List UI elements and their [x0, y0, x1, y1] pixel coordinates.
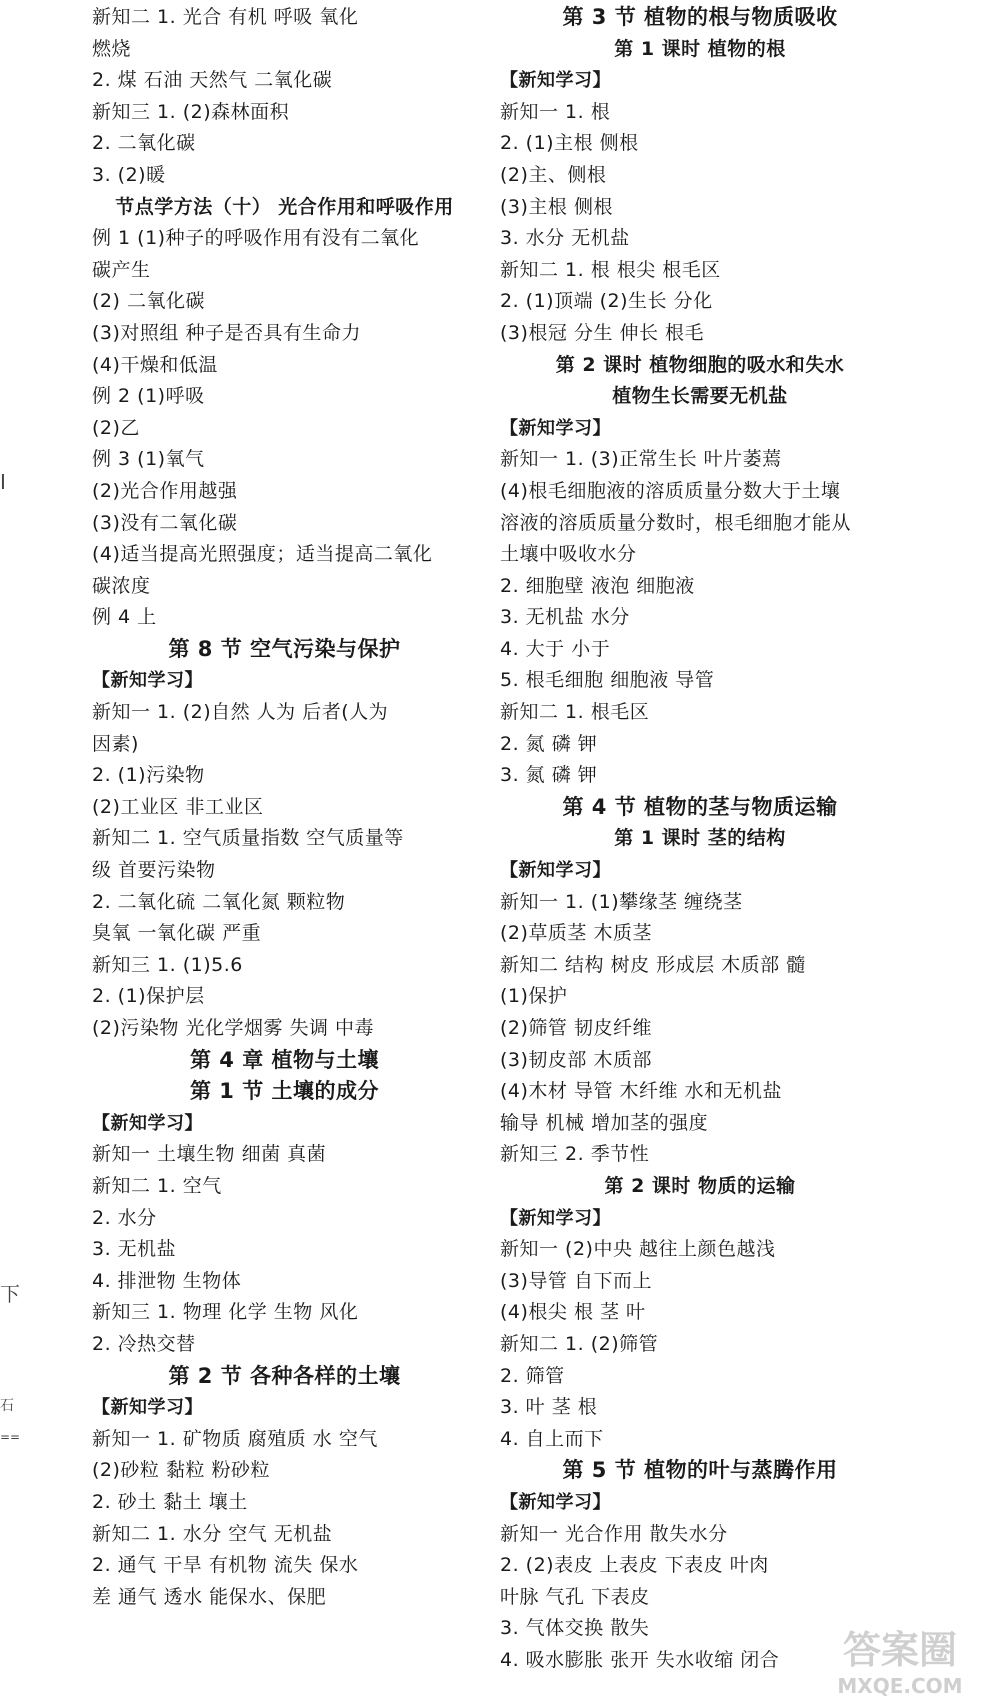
answer-line: 2. (1)主根 侧根	[500, 132, 639, 155]
section-heading: 第 5 节 植物的叶与蒸腾作用	[562, 1458, 838, 1483]
answer-line: (2)光合作用越强	[92, 479, 238, 502]
answer-line: 新知二 1. 空气	[92, 1174, 222, 1197]
answer-line: 新知一 1. (2)自然 人为 后者(人为	[92, 701, 389, 724]
answer-line: 3. 无机盐 水分	[500, 606, 630, 629]
answer-line: 2. (1)保护层	[92, 985, 205, 1008]
answer-line: 新知二 结构 树皮 形成层 木质部 髓	[500, 953, 806, 976]
answer-line: (2)主、侧根	[500, 163, 607, 186]
answer-line: (4)干燥和低温	[92, 353, 218, 376]
answer-line: 新知二 1. (2)筛管	[500, 1332, 659, 1355]
answer-line: (4)适当提高光照强度；适当提高二氧化	[92, 543, 433, 566]
section-tag: 【新知学习】	[92, 1397, 203, 1419]
section-tag: 【新知学习】	[92, 670, 203, 692]
watermark-text: 答案圈	[842, 1628, 958, 1672]
left-column	[92, 2, 477, 1613]
answer-line: 3. (2)暖	[92, 163, 166, 186]
answer-line: (2)草质茎 木质茎	[500, 922, 652, 945]
subsection-heading: 第 2 课时 物质的运输	[604, 1174, 796, 1197]
edge-mark: 石	[0, 1398, 14, 1414]
answer-line: 例 4 上	[92, 606, 157, 629]
answer-line: 新知三 1. (2)森林面积	[92, 100, 290, 123]
section-heading: 第 2 节 各种各样的土壤	[168, 1363, 401, 1388]
section-tag: 【新知学习】	[500, 417, 611, 439]
section-heading: 第 4 节 植物的茎与物质运输	[562, 794, 838, 819]
edge-mark: I	[0, 470, 6, 494]
watermark-subtext: MXQE.COM	[837, 1674, 963, 1698]
answer-line: 5. 根毛细胞 细胞液 导管	[500, 669, 715, 692]
answer-line: 例 1 (1)种子的呼吸作用有没有二氧化	[92, 227, 420, 250]
answer-line: (4)根毛细胞液的溶质质量分数大于土壤	[500, 479, 841, 502]
section-tag: 【新知学习】	[92, 1112, 203, 1134]
answer-line: 2. 水分	[92, 1206, 157, 1229]
answer-line: 新知一 (2)中央 越往上颜色越浅	[500, 1238, 776, 1261]
answer-line: (2)污染物 光化学烟雾 失调 中毒	[92, 1017, 375, 1039]
answer-line: 臭氧 一氧化碳 严重	[92, 922, 262, 945]
answer-line: 4. 排泄物 生物体	[92, 1269, 242, 1292]
answer-line: 叶脉 气孔 下表皮	[500, 1585, 650, 1608]
section-heading: 第 3 节 植物的根与物质吸收	[562, 5, 838, 29]
subsection-heading: 节点学方法（十） 光合作用和呼吸作用	[115, 195, 454, 218]
answer-line: 新知二 1. 光合 有机 呼吸 氧化	[92, 6, 359, 28]
answer-line: (2) 二氧化碳	[92, 290, 205, 313]
answer-line: (4)根尖 根 茎 叶	[500, 1301, 646, 1324]
answer-line: 3. 水分 无机盐	[500, 227, 630, 250]
answer-line: 溶液的溶质质量分数时，根毛细胞才能从	[500, 511, 852, 534]
answer-line: (3)没有二氧化碳	[92, 511, 238, 534]
answer-line: 新知一 1. (3)正常生长 叶片萎蔫	[500, 448, 782, 471]
answer-line: 3. 叶 茎 根	[500, 1396, 598, 1419]
answer-line: 新知三 1. (1)5.6	[92, 953, 243, 976]
answer-line: 新知三 2. 季节性	[500, 1143, 650, 1166]
answer-line: 2. 砂土 黏土 壤土	[92, 1490, 248, 1513]
answer-line: 新知一 1. 根	[500, 100, 611, 123]
answer-line: 2. 氮 磷 钾	[500, 732, 598, 755]
answer-line: 2. 二氧化碳	[92, 132, 196, 155]
answer-line: 新知二 1. 水分 空气 无机盐	[92, 1522, 333, 1545]
answer-line: (1)保护	[500, 985, 568, 1008]
answer-line: 2. 筛管	[500, 1364, 565, 1387]
answer-line: (3)导管 自下而上	[500, 1269, 652, 1292]
answer-line: 4. 自上而下	[500, 1427, 604, 1450]
answer-line: (3)对照组 种子是否具有生命力	[92, 321, 361, 344]
answer-line: 新知二 1. 空气质量指数 空气质量等	[92, 827, 404, 850]
subsection-heading: 第 2 课时 植物细胞的吸水和失水	[555, 353, 845, 376]
answer-line: 差 通气 透水 能保水、保肥	[92, 1585, 327, 1608]
answer-line: 3. 气体交换 散失	[500, 1617, 650, 1640]
answer-line: 新知一 1. 矿物质 腐殖质 水 空气	[92, 1427, 378, 1450]
answer-line: 2. 通气 干旱 有机物 流失 保水	[92, 1554, 359, 1577]
right-column	[500, 2, 900, 1676]
answer-line: 例 3 (1)氧气	[92, 448, 205, 471]
watermark-logo	[810, 1613, 990, 1699]
edge-mark: 下	[0, 1282, 20, 1306]
answer-line: 因素)	[92, 732, 139, 755]
answer-line: 燃烧	[92, 37, 132, 60]
answer-line: 例 2 (1)呼吸	[92, 385, 205, 408]
answer-line: 2. (1)顶端 (2)生长 分化	[500, 290, 713, 313]
answer-line: 新知一 光合作用 散失水分	[500, 1522, 728, 1545]
answer-line: 3. 氮 磷 钾	[500, 764, 598, 787]
answer-line: 2. 煤 石油 天然气 二氧化碳	[92, 69, 333, 92]
section-heading: 第 4 章 植物与土壤	[189, 1047, 380, 1072]
answer-line: (3)主根 侧根	[500, 195, 613, 218]
answer-line: (3)根冠 分生 伸长 根毛	[500, 321, 705, 344]
answer-line: (2)乙	[92, 416, 140, 439]
answer-line: 新知二 1. 根 根尖 根毛区	[500, 258, 721, 281]
section-tag: 【新知学习】	[500, 70, 611, 92]
answer-line: 新知三 1. 物理 化学 生物 风化	[92, 1301, 359, 1324]
answer-line: 土壤中吸收水分	[500, 543, 637, 566]
answer-line: (2)筛管 韧皮纤维	[500, 1017, 652, 1039]
answer-line: (3)韧皮部 木质部	[500, 1048, 652, 1071]
answer-line: (2)砂粒 黏粒 粉砂粒	[92, 1459, 270, 1482]
section-tag: 【新知学习】	[500, 1207, 611, 1229]
answer-line: 2. (1)污染物	[92, 764, 205, 787]
edge-mark: ==	[0, 1430, 21, 1444]
section-heading: 第 1 节 土壤的成分	[189, 1079, 380, 1104]
subsection-heading: 第 1 课时 茎的结构	[614, 827, 786, 850]
subsection-heading: 第 1 课时 植物的根	[614, 37, 786, 60]
subsection-heading: 植物生长需要无机盐	[612, 385, 788, 408]
answer-line: 2. (2)表皮 上表皮 下表皮 叶肉	[500, 1554, 769, 1577]
answer-line: 碳产生	[92, 258, 151, 281]
answer-line: 新知一 1. (1)攀缘茎 缠绕茎	[500, 890, 743, 913]
answer-line: 2. 细胞壁 液泡 细胞液	[500, 574, 695, 597]
answer-line: 4. 吸水膨胀 张开 失水收缩 闭合	[500, 1648, 780, 1671]
section-tag: 【新知学习】	[500, 1491, 611, 1513]
answer-line: (2)工业区 非工业区	[92, 795, 264, 818]
answer-line: 级 首要污染物	[92, 859, 216, 882]
section-tag: 【新知学习】	[500, 860, 611, 882]
answer-line: 4. 大于 小于	[500, 637, 611, 660]
answer-line: 新知一 土壤生物 细菌 真菌	[92, 1143, 327, 1166]
answer-line: (4)木材 导管 木纤维 水和无机盐	[500, 1080, 783, 1103]
answer-line: 3. 无机盐	[92, 1238, 177, 1261]
answer-line: 输导 机械 增加茎的强度	[500, 1111, 709, 1134]
section-heading: 第 8 节 空气污染与保护	[168, 636, 401, 661]
answer-line: 2. 二氧化硫 二氧化氮 颗粒物	[92, 890, 346, 913]
answer-line: 新知二 1. 根毛区	[500, 701, 650, 724]
answer-line: 2. 冷热交替	[92, 1332, 196, 1355]
answer-line: 碳浓度	[92, 574, 151, 597]
